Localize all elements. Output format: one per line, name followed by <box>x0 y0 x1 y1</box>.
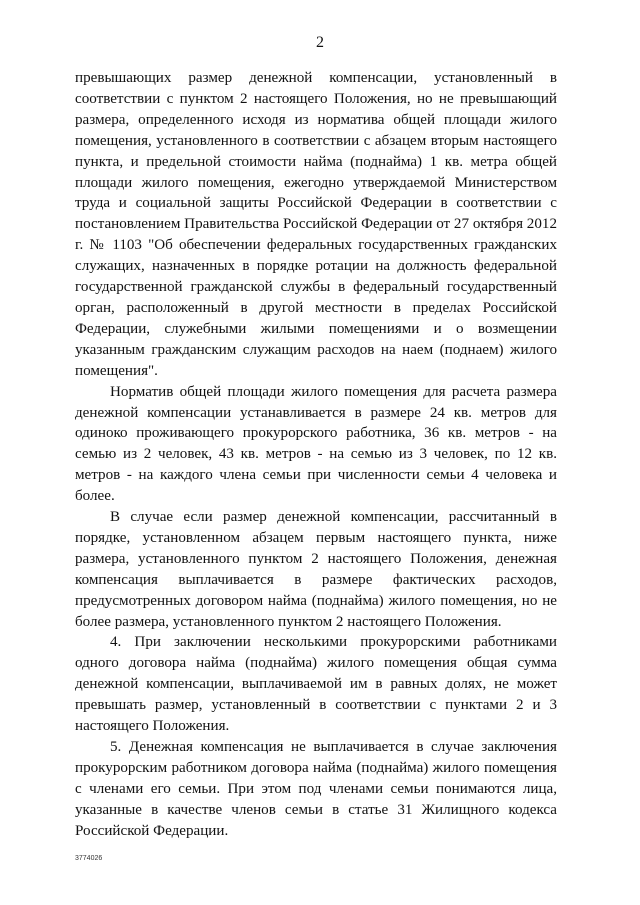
paragraph-item-4: 4. При заключении несколькими прокурорскими работниками одного договора найма (поднайма) жилого помещения общая сумма денежной компенсации, выплачиваемой им в равных долях, не может превышать размер, установленный в соответствии с пунктами 2 и 3 настоящего Положения. <box>75 634 557 735</box>
paragraph-continuation: превышающих размер денежной компенсации, установленный в соответствии с пунктом 2 настоящего Положения, но не превышающий размера, определенного исходя из норматива общей площади жилого помещения, установленного в соответствии с абзацем вторым настоящего пункта, и предельной стоимости найма (поднайма) 1 кв. метра общей площади жилого помещения, ежегодно утверждаемой Министерством труда и социальной защиты Российской Федерации в соответствии с постановлением Правительства Российской Федерации от 27 октября 2012 г. № 1103 "Об обеспечении федеральных государственных гражданских служащих, назначенных в порядке ротации на должность федеральной государственной гражданской службы в федеральный государственный орган, расположенный в другой местности в пределах Российской Федерации, служебными жилыми помещениями и о возмещении указанным гражданским служащим расходов на наем (поднаем) жилого помещения". <box>75 70 557 379</box>
paragraph-area-norm: Норматив общей площади жилого помещения для расчета размера денежной компенсации устанавливается в размере 24 кв. метров для одиноко проживающего прокурорского работника, 36 кв. метров - на семью из 2 человек, 43 кв. метров - на семью из 3 человек, по 12 кв. метров - на каждого члена семьи при численности семьи 4 человека и более. <box>75 383 557 505</box>
paragraph-item-5: 5. Денежная компенсация не выплачивается в случае заключения прокурорским работником договора найма (поднайма) жилого помещения с членами его семьи. При этом под членами семьи понимаются лица, указанные в качестве членов семьи в статье 31 Жилищного кодекса Российской Федерации. <box>75 739 557 839</box>
page-number: 2 <box>316 34 324 51</box>
paragraph-minimum-compensation: В случае если размер денежной компенсации, рассчитанный в порядке, установленном абзацем первым настоящего пункта, ниже размера, установленного пунктом 2 настоящего Положения, денежная компенсация выплачивается в размере фактических расходов, предусмотренных договором найма (поднайма) жилого помещения, но не более размера, установленного пунктом 2 настоящего Положения. <box>75 509 557 630</box>
document-code: 3774026 <box>75 855 103 862</box>
document-body <box>75 68 557 842</box>
